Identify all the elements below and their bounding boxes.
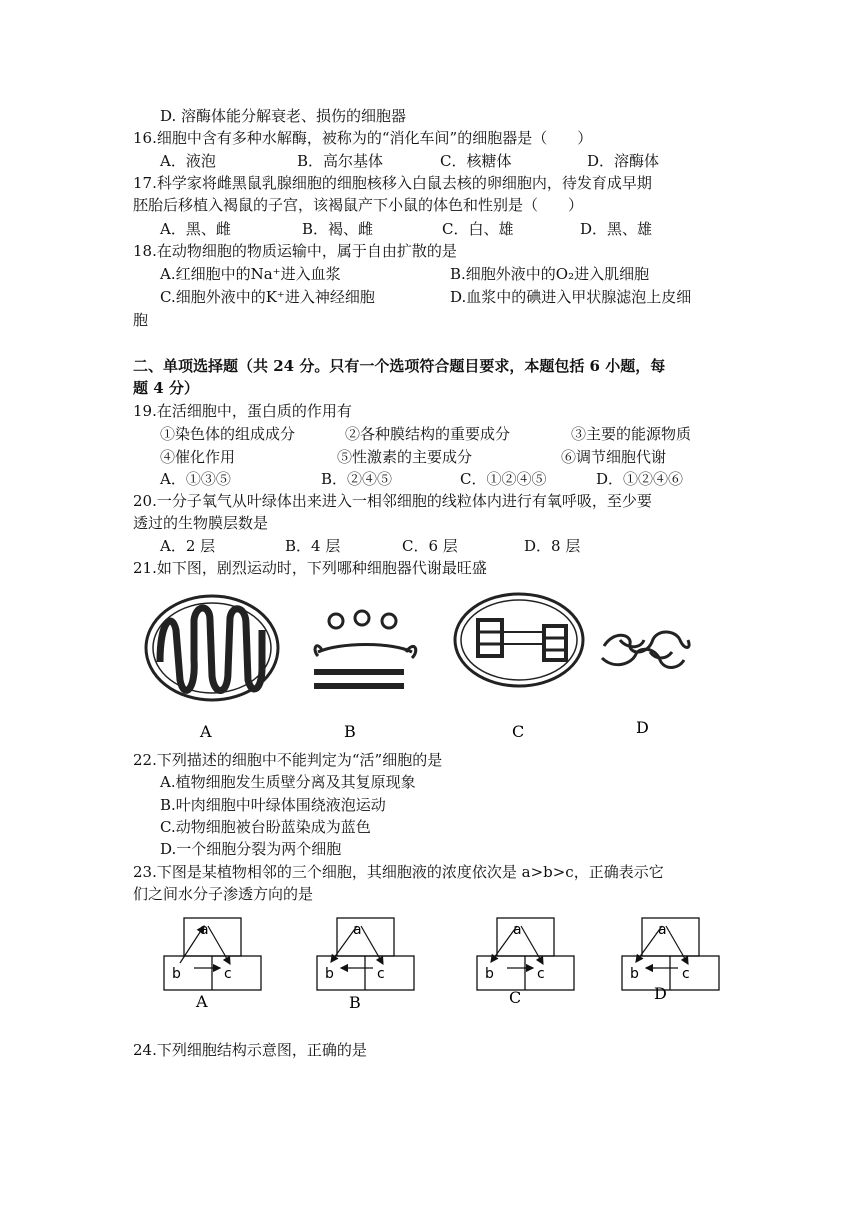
cell-a-box: [337, 918, 394, 956]
cell-c-label: c: [537, 966, 545, 982]
q19-option-c: C．①②④⑤: [460, 470, 547, 488]
q23-label-c: C: [509, 988, 522, 1007]
q23-diagram-c: [477, 918, 574, 990]
q15-option-d: D. 溶酶体能分解衰老、损伤的细胞器: [160, 107, 407, 125]
question-17-line1: 17.科学家将雌黑鼠乳腺细胞的细胞核移入白鼠去核的卵细胞内，待发育成早期: [133, 174, 652, 192]
osmosis-arrow: [666, 926, 688, 964]
section-2-heading-line1: 二、单项选择题（共 24 分。只有一个选项符合题目要求，本题包括 6 小题，每: [133, 357, 666, 375]
question-22: 22.下列描述的细胞中不能判定为“活”细胞的是: [133, 751, 443, 769]
osmosis-arrow: [521, 926, 543, 964]
q19-item-3: ③主要的能源物质: [571, 425, 692, 443]
q22-option-c: C.动物细胞被台盼蓝染成为蓝色: [160, 818, 371, 836]
q23-diagram-a: [164, 918, 261, 990]
q18-option-a: A.红细胞中的Na⁺进入血浆: [160, 265, 341, 283]
q17-option-a: A．黑、雌: [160, 220, 231, 238]
question-23-line2: 们之间水分子渗透方向的是: [133, 885, 314, 903]
question-23-line1: 23.下图是某植物相邻的三个细胞，其细胞液的浓度依次是 a>b>c，正确表示它: [133, 863, 664, 881]
osmosis-arrow: [361, 926, 383, 964]
q16-option-a: A．液泡: [160, 152, 216, 170]
q20-option-d: D．8 层: [524, 537, 581, 555]
q19-item-6: ⑥调节细胞代谢: [561, 448, 667, 466]
q21-label-b: B: [344, 722, 356, 741]
cell-b-label: b: [172, 966, 181, 982]
q19-item-4: ④催化作用: [160, 448, 236, 466]
q23-diagram-d: [622, 918, 719, 990]
question-16: 16.细胞中含有多种水解酶，被称为的“消化车间”的细胞器是（ ）: [133, 129, 593, 147]
question-19: 19.在活细胞中，蛋白质的作用有: [133, 402, 352, 420]
q17-option-d: D．黑、雄: [580, 220, 653, 238]
q21-label-d: D: [636, 718, 649, 737]
q17-option-b: B．褐、雌: [302, 220, 374, 238]
question-20-line1: 20.一分子氧气从叶绿体出来进入一相邻细胞的线粒体内进行有氧呼吸，至少要: [133, 492, 652, 510]
q17-option-c: C．白、雄: [442, 220, 514, 238]
section-2-heading-line2: 题 4 分）: [133, 379, 199, 397]
question-18: 18.在动物细胞的物质运输中，属于自由扩散的是: [133, 242, 457, 260]
q19-item-1: ①染色体的组成成分: [160, 425, 296, 443]
q16-option-b: B．高尔基体: [297, 152, 384, 170]
q16-option-d: D．溶酶体: [587, 152, 660, 170]
q20-option-c: C．6 层: [402, 537, 458, 555]
q18-option-b: B.细胞外液中的O₂进入肌细胞: [450, 265, 650, 283]
q16-option-c: C．核糖体: [440, 152, 512, 170]
osmosis-arrow: [208, 926, 230, 964]
cell-a-label: a: [200, 922, 209, 938]
cell-b-label: b: [630, 966, 639, 982]
q20-option-b: B．4 层: [285, 537, 341, 555]
cell-c-label: c: [224, 966, 232, 982]
q18-option-d: D.血浆中的碘进入甲状腺滤泡上皮细: [450, 288, 692, 306]
q19-item-5: ⑤性激素的主要成分: [337, 448, 473, 466]
cell-b-label: b: [485, 966, 494, 982]
q23-label-d: D: [654, 984, 667, 1003]
q23-diagrams: [164, 918, 719, 1012]
q22-option-a: A.植物细胞发生质壁分离及其复原现象: [160, 773, 416, 791]
q23-label-a: A: [196, 992, 208, 1011]
q21-label-a: A: [200, 722, 212, 741]
cell-a-label: a: [658, 922, 667, 938]
q20-option-a: A．2 层: [160, 537, 216, 555]
q19-item-2: ②各种膜结构的重要成分: [345, 425, 511, 443]
cell-a-box: [184, 918, 241, 956]
q18-option-c: C.细胞外液中的K⁺进入神经细胞: [160, 288, 375, 306]
cell-a-box: [497, 918, 554, 956]
question-20-line2: 透过的生物膜层数是: [133, 514, 269, 532]
cell-c-label: c: [682, 966, 690, 982]
q19-option-b: B．②④⑤: [321, 470, 393, 488]
q19-option-a: A．①③⑤: [160, 470, 231, 488]
q23-label-b: B: [349, 993, 361, 1012]
cell-a-box: [642, 918, 699, 956]
question-17-line2: 胚胎后移植入褐鼠的子宫，该褐鼠产下小鼠的体色和性别是（ ）: [133, 196, 584, 214]
q22-option-b: B.叶肉细胞中叶绿体围绕液泡运动: [160, 796, 386, 814]
q22-option-d: D.一个细胞分裂为两个细胞: [160, 840, 342, 858]
q19-option-d: D．①②④⑥: [596, 470, 684, 488]
q21-label-c: C: [512, 722, 525, 741]
q18-option-d-wrap: 胞: [133, 311, 149, 329]
cell-c-label: c: [377, 966, 385, 982]
q23-diagram-b: [317, 918, 414, 990]
question-21: 21.如下图，剧烈运动时，下列哪种细胞器代谢最旺盛: [133, 559, 487, 577]
cell-b-label: b: [325, 966, 334, 982]
cell-a-label: a: [513, 922, 522, 938]
question-24: 24.下列细胞结构示意图，正确的是: [133, 1041, 367, 1059]
cell-a-label: a: [353, 922, 362, 938]
